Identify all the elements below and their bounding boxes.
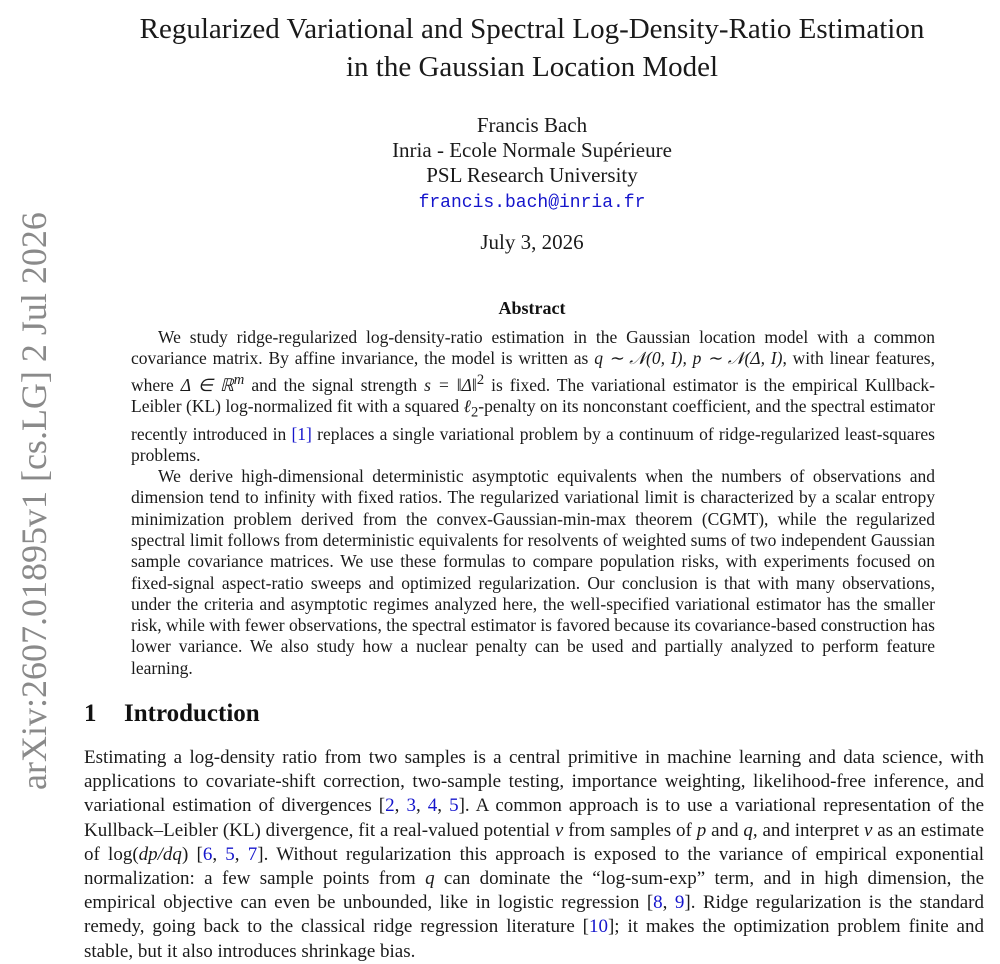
section-title: Introduction: [124, 700, 260, 727]
author-block: [90, 113, 974, 216]
citation-link[interactable]: 4: [427, 795, 438, 817]
math-inline: s = ‖Δ‖: [424, 374, 477, 395]
math-inline: dp/dq: [138, 843, 182, 865]
intro-text: from samples of: [563, 819, 697, 841]
citation-link[interactable]: 5: [449, 795, 459, 817]
citation-link[interactable]: 3: [406, 795, 416, 817]
abstract-paragraph-1: [131, 327, 935, 466]
abstract-text: and the signal strength: [244, 374, 425, 395]
abstract-body: [131, 327, 935, 679]
abstract-text: is fixed. The variational estimator is the empirical Kullback-Leibler (KL) log-normalized fit with a squared: [131, 374, 935, 416]
intro-text: ]. A common approach is to use a variational representation of the Kullback–Leibler (KL) divergence, fit a real-valued potential: [84, 795, 985, 841]
math-superscript: 2: [476, 371, 485, 388]
citation-link[interactable]: 8: [653, 892, 663, 914]
citation-link[interactable]: 7: [247, 843, 258, 865]
section-heading-introduction: [84, 700, 260, 728]
paper-date: July 3, 2026: [480, 230, 584, 254]
math-inline: ℓ: [463, 395, 471, 416]
math-inline: v: [554, 819, 564, 841]
section-number: 1: [84, 700, 97, 727]
abstract-text: -penalty on its nonconstant coefficient, and the spectral estimator recently introduced in: [131, 395, 935, 444]
abstract-heading: Abstract: [498, 298, 566, 318]
math-inline: Δ ∈ ℝ: [180, 374, 234, 395]
abstract-text: replaces a single variational problem by a continuum of ridge-regularized least-squares problems.: [131, 423, 935, 465]
intro-text: ]. Without regularization this approach is exposed to the variance of empirical exponential normalization: a few sample points from: [84, 843, 985, 890]
introduction-paragraph: Estimating a log-density ratio from two samples is a central primitive in machine learning and data science, with applications to covariate-shift correction, two-sample testing, importance weighting, likelihood-free inference, and variational estimation of divergences [2, 3, 4, 5]. A common approach is to use a variational representation of the Kullback–Leibler (KL) divergence, fit a real-valued potential v from samples of p and q, and interpret v as an estimate of log(dp/dq) [6, 5, 7]. Without regularization this approach is exposed to the variance of empirical exponential normalization: a few sample points from q can dominate the “log-sum-exp” term, and in high dimension, the empirical objective can even be unbounded, like in logistic regression [8, 9]. Ridge regularization is the standard remedy, going back to the classical ridge regression literature [10]; it makes the optimization problem finite and stable, but it also introduces shrinkage bias.: [84, 747, 985, 962]
math-subscript: 2: [470, 404, 479, 421]
math-inline: q: [425, 868, 435, 890]
citation-link[interactable]: 6: [202, 843, 213, 865]
intro-text: ]; it makes the optimization problem finite and stable, but it also introduces shrinkage bias.: [84, 916, 984, 962]
title-line-1: Regularized Variational and Spectral Log-Density-Ratio Estimation: [139, 13, 925, 45]
intro-text: as an estimate of log(: [84, 819, 985, 865]
intro-text: ]. Ridge regularization is the standard remedy, going back to the classical ridge regression literature [: [84, 892, 985, 938]
author-email-link[interactable]: francis.bach@inria.fr: [418, 193, 646, 213]
abstract-text: We study ridge-regularized log-density-ratio estimation in the Gaussian location model with a common covariance matrix. By affine invariance, the model is written as: [131, 327, 935, 369]
citation-link[interactable]: 9: [674, 892, 685, 914]
intro-text: and: [706, 819, 744, 841]
citation-link[interactable]: 5: [225, 843, 235, 865]
author-affiliation-1: Inria - Ecole Normale Supérieure: [392, 138, 672, 162]
citation-link[interactable]: 10: [588, 916, 608, 938]
title-line-2: in the Gaussian Location Model: [345, 51, 719, 83]
math-inline: v: [863, 819, 873, 841]
intro-text: can dominate the “log-sum-exp” term, and in high dimension, the empirical objective can even be unbounded, like in logistic regression [: [84, 868, 984, 914]
intro-text: Estimating a log-density ratio from two samples is a central primitive in machine learning and data science, with applications to covariate-shift correction, two-sample testing, importance weighting, likelihood-free inference, and variational estimation of divergences [: [84, 747, 984, 817]
author-name: Francis Bach: [476, 113, 588, 137]
intro-text: ) [: [181, 843, 203, 865]
author-affiliation-2: PSL Research University: [426, 163, 638, 187]
math-inline: q ∼ 𝒩(0, I), p ∼ 𝒩(Δ, I): [594, 348, 783, 369]
paper-title: [90, 10, 974, 86]
math-inline: p: [696, 819, 707, 841]
intro-text: , and interpret: [752, 819, 864, 841]
citation-link[interactable]: [1]: [291, 423, 312, 444]
math-inline: q: [743, 819, 753, 841]
abstract-text: , with linear features, where: [131, 348, 935, 395]
math-superscript: m: [233, 371, 245, 388]
arxiv-identifier-stamp: arXiv:2607.01895v1 [cs.LG] 2 Jul 2026: [14, 212, 54, 790]
abstract-paragraph-2: We derive high-dimensional deterministic asymptotic equivalents when the numbers of observations and dimension tend to infinity with fixed ratios. The regularized variational limit is characterized by a scalar entropy minimization problem derived from the convex-Gaussian-min-max theorem (CGMT), while the regularized spectral limit follows from deterministic equivalents for resolvents of weighted sums of two independent Gaussian sample covariance matrices. We use these formulas to compare population risks, with experiments focused on fixed-signal aspect-ratio sweeps and optimized regularization. Our conclusion is that with many observations, under the criteria and asymptotic regimes analyzed here, the well-specified variational estimator has the smaller risk, while with fewer observations, the spectral estimator is favored because its covariance-based construction has lower variance. We also study how a nuclear penalty can be used and partially analyzed to perform feature learning.: [131, 466, 935, 678]
citation-link[interactable]: 2: [385, 795, 395, 817]
